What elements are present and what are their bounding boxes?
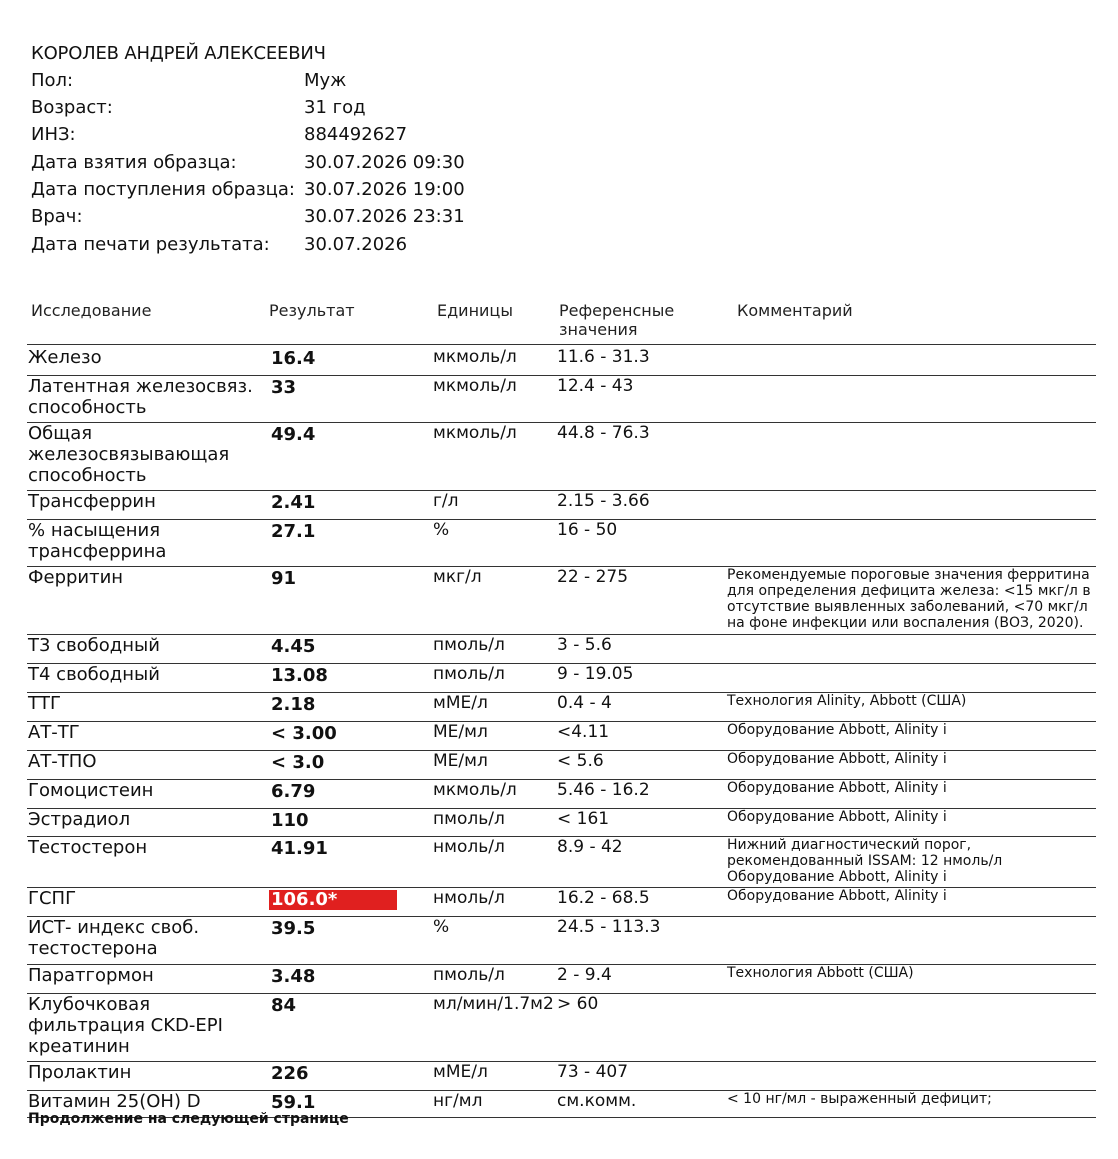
table-row	[27, 836, 1096, 888]
test-name: Общая железосвязывающая способность	[28, 423, 230, 486]
continuation-note: Продолжение на следующей странице	[28, 1111, 349, 1127]
reference-range: 9 - 19.05	[557, 664, 634, 684]
result-value: 6.79	[271, 781, 316, 802]
comment: < 10 нг/мл - выраженный дефицит;	[727, 1091, 992, 1107]
table-row	[27, 519, 1096, 567]
reference-range: <4.11	[557, 722, 610, 742]
comment: Оборудование Abbott, Alinity i	[727, 809, 947, 825]
result-value: 3.48	[271, 966, 316, 987]
result-value: < 3.0	[271, 752, 325, 773]
test-name: АТ-ТГ	[28, 722, 80, 743]
unit: нг/мл	[433, 1091, 483, 1111]
unit: мл/мин/1.7м2	[433, 994, 554, 1014]
result-value: 13.08	[271, 665, 328, 686]
header-result: Результат	[269, 301, 355, 320]
test-name: ИСТ- индекс своб. тестостерона	[28, 917, 200, 959]
unit: МЕ/мл	[433, 722, 488, 742]
info-value: 30.07.2026 23:31	[304, 206, 465, 227]
table-row	[27, 887, 1096, 917]
reference-range: 16.2 - 68.5	[557, 888, 650, 908]
test-name: Латентная железосвяз. способность	[28, 376, 253, 418]
test-name: Эстрадиол	[28, 809, 131, 830]
info-value: 30.07.2026 09:30	[304, 152, 465, 173]
table-row	[27, 721, 1096, 751]
info-value: 30.07.2026 19:00	[304, 179, 465, 200]
test-name: ТТГ	[28, 693, 61, 714]
reference-range: 11.6 - 31.3	[557, 347, 650, 367]
header-units: Единицы	[437, 301, 513, 320]
table-row	[27, 490, 1096, 520]
unit: мМЕ/л	[433, 693, 488, 713]
result-value: 39.5	[271, 918, 316, 939]
test-name: Т3 свободный	[28, 635, 160, 656]
table-row	[27, 808, 1096, 837]
reference-range: 0.4 - 4	[557, 693, 612, 713]
table-row	[27, 566, 1096, 635]
table-row	[27, 1061, 1096, 1091]
comment: Технология Abbott (США)	[727, 965, 914, 981]
test-name: Гомоцистеин	[28, 780, 154, 801]
table-row	[27, 779, 1096, 809]
comment: Рекомендуемые пороговые значения ферритина для определения дефицита железа: <15 мкг/л в отсутствие выявленных заболеваний, <70 мкг/л на фоне инфекции или воспаления (ВОЗ, 2020).	[727, 567, 1091, 631]
test-name: Т4 свободный	[28, 664, 160, 685]
unit: мкмоль/л	[433, 376, 517, 396]
comment: Технология Alinity, Abbott (США)	[727, 693, 967, 709]
test-name: Железо	[28, 347, 102, 368]
table-row	[27, 993, 1096, 1062]
reference-range: 44.8 - 76.3	[557, 423, 650, 443]
patient-name: КОРОЛЕВ АНДРЕЙ АЛЕКСЕЕВИЧ	[31, 43, 326, 64]
info-value: 31 год	[304, 97, 366, 118]
table-row	[27, 663, 1096, 693]
info-label: Врач:	[31, 206, 83, 227]
result-value: 110	[271, 810, 309, 831]
result-value: 16.4	[271, 348, 316, 369]
unit: нмоль/л	[433, 837, 505, 857]
test-name: % насыщения трансферрина	[28, 520, 167, 562]
info-label: ИНЗ:	[31, 124, 76, 145]
unit: МЕ/мл	[433, 751, 488, 771]
table-row	[27, 422, 1096, 491]
unit: мМЕ/л	[433, 1062, 488, 1082]
test-name: Паратгормон	[28, 965, 154, 986]
unit: мкг/л	[433, 567, 482, 587]
info-label: Дата взятия образца:	[31, 152, 237, 173]
unit: %	[433, 917, 450, 937]
info-label: Дата поступления образца:	[31, 179, 295, 200]
unit: мкмоль/л	[433, 347, 517, 367]
unit: пмоль/л	[433, 635, 505, 655]
info-label: Возраст:	[31, 97, 113, 118]
result-value: 59.1	[271, 1092, 316, 1113]
result-value: 33	[271, 377, 297, 398]
unit: нмоль/л	[433, 888, 505, 908]
comment: Оборудование Abbott, Alinity i	[727, 780, 947, 796]
header-reference: Референсные значения	[559, 301, 675, 339]
reference-range: > 60	[557, 994, 599, 1014]
reference-range: 5.46 - 16.2	[557, 780, 650, 800]
test-name: АТ-ТПО	[28, 751, 97, 772]
result-value: < 3.00	[271, 723, 337, 744]
result-value: 49.4	[271, 424, 316, 445]
reference-range: 24.5 - 113.3	[557, 917, 661, 937]
header-comment: Комментарий	[737, 301, 853, 320]
reference-range: 73 - 407	[557, 1062, 629, 1082]
table-row	[27, 634, 1096, 664]
table-row	[27, 916, 1096, 965]
test-name: Клубочковая фильтрация CKD-EPI креатинин	[28, 994, 223, 1057]
info-value: 30.07.2026	[304, 234, 408, 255]
comment: Оборудование Abbott, Alinity i	[727, 751, 947, 767]
reference-range: 2.15 - 3.66	[557, 491, 650, 511]
reference-range: < 5.6	[557, 751, 604, 771]
result-value: 2.18	[271, 694, 316, 715]
unit: пмоль/л	[433, 664, 505, 684]
info-value: 884492627	[304, 124, 408, 145]
info-label: Дата печати результата:	[31, 234, 270, 255]
table-row	[27, 692, 1096, 722]
table-header-divider	[27, 344, 1096, 345]
reference-range: 2 - 9.4	[557, 965, 612, 985]
reference-range: < 161	[557, 809, 610, 829]
result-value: 91	[271, 568, 297, 589]
table-row	[27, 346, 1096, 376]
reference-range: 12.4 - 43	[557, 376, 634, 396]
test-name: Ферритин	[28, 567, 124, 588]
unit: г/л	[433, 491, 459, 511]
test-name: ГСПГ	[28, 888, 77, 909]
result-value: 2.41	[271, 492, 316, 513]
test-name: Трансферрин	[28, 491, 156, 512]
unit: пмоль/л	[433, 809, 505, 829]
info-value: Муж	[304, 70, 347, 91]
reference-range: см.комм.	[557, 1091, 637, 1111]
reference-range: 22 - 275	[557, 567, 629, 587]
table-row	[27, 964, 1096, 994]
test-name: Пролактин	[28, 1062, 132, 1083]
result-value-flagged: 106.0*	[269, 890, 397, 910]
table-row	[27, 750, 1096, 780]
unit: мкмоль/л	[433, 780, 517, 800]
table-row	[27, 375, 1096, 423]
unit: мкмоль/л	[433, 423, 517, 443]
test-name: Тестостерон	[28, 837, 148, 858]
result-value: 4.45	[271, 636, 316, 657]
unit: пмоль/л	[433, 965, 505, 985]
result-value: 27.1	[271, 521, 316, 542]
info-label: Пол:	[31, 70, 74, 91]
comment: Оборудование Abbott, Alinity i	[727, 722, 947, 738]
unit: %	[433, 520, 450, 540]
comment: Оборудование Abbott, Alinity i	[727, 888, 947, 904]
comment: Нижний диагностический порог, рекомендованный ISSAM: 12 нмоль/л Оборудование Abbott, Alinity i	[727, 837, 1003, 885]
result-value: 41.91	[271, 838, 328, 859]
test-name: Витамин 25(OH) D	[28, 1091, 201, 1112]
reference-range: 3 - 5.6	[557, 635, 612, 655]
result-value: 84	[271, 995, 297, 1016]
result-value: 226	[271, 1063, 309, 1084]
header-test: Исследование	[31, 301, 152, 320]
reference-range: 16 - 50	[557, 520, 618, 540]
reference-range: 8.9 - 42	[557, 837, 623, 857]
